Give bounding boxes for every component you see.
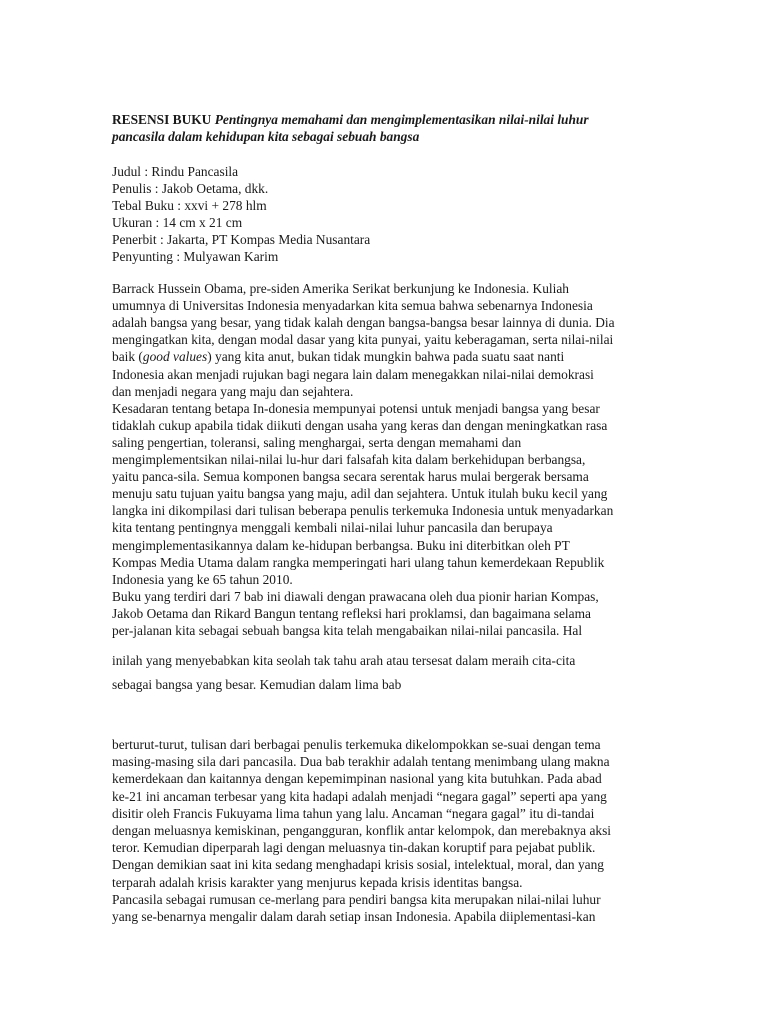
body-line: menuju satu tujuan yaitu bangsa yang maju, adil dan sejahtera. Untuk itulah buku kecil yang [112, 486, 608, 501]
body-line: baik (good values) yang kita anut, bukan tidak mungkin bahwa pada suatu saat nanti [112, 349, 565, 364]
review-title-lead: RESENSI BUKU [112, 112, 215, 127]
body-line: kemerdekaan dan kaitannya dengan kepemimpinan nasional yang kita butuhkan. Pada abad [112, 771, 602, 786]
body-line: Jakob Oetama dan Rikard Bangun tentang refleksi hari proklamsi, dan bagaimana selama [112, 606, 591, 621]
body-line: Kompas Media Utama dalam rangka memperingati hari ulang tahun kemerdekaan Republik [112, 555, 605, 570]
body-line: umumnya di Universitas Indonesia menyadarkan kita semua bahwa sebenarnya Indonesia [112, 298, 593, 313]
review-title-line-2: pancasila dalam kehidupan kita sebagai sebuah bangsa [112, 129, 420, 144]
body-line: Indonesia yang ke 65 tahun 2010. [112, 572, 293, 587]
body-line: masing-masing sila dari pancasila. Dua bab terakhir adalah tentang menimbang ulang makna [112, 754, 610, 769]
review-title-line-1 [112, 111, 672, 128]
book-info-line: Penulis : Jakob Oetama, dkk. [112, 181, 269, 196]
body-line: Dengan demikian saat ini kita sedang menghadapi krisis sosial, intelektual, moral, dan yang [112, 857, 604, 872]
body-line: mengimplementasikannya dalam ke-hidupan berbangsa. Buku ini diterbitkan oleh PT [112, 538, 570, 553]
review-title-text: Pentingnya memahami dan mengimplementasikan nilai-nilai luhur [214, 112, 589, 127]
body-line: mengingatkan kita, dengan modal dasar yang kita punyai, yaitu keberagaman, serta nilai-nilai [112, 332, 614, 347]
body-line: yang se-benarnya mengalir dalam darah setiap insan Indonesia. Apabila diiplementasi-kan [112, 909, 596, 924]
body-line: Barrack Hussein Obama, pre-siden Amerika Serikat berkunjung ke Indonesia. Kuliah [112, 281, 570, 296]
book-info-line: Tebal Buku : xxvi + 278 hlm [112, 198, 267, 213]
body-line: mengimplementsikan nilai-nilai lu-hur dari falsafah kita dalam berkehidupan berbangsa, [112, 452, 586, 467]
body-line: Kesadaran tentang betapa In-donesia mempunyai potensi untuk menjadi bangsa yang besar [112, 401, 600, 416]
body-line: berturut-turut, tulisan dari berbagai penulis terkemuka dikelompokkan se-suai dengan tema [112, 737, 601, 752]
body-line: adalah bangsa yang besar, yang tidak kalah dengan bangsa-bangsa besar lainnya di dunia. Dia [112, 315, 615, 330]
book-info-line: Penerbit : Jakarta, PT Kompas Media Nusantara [112, 232, 371, 247]
body-line: inilah yang menyebabkan kita seolah tak tahu arah atau tersesat dalam meraih cita-cita [112, 653, 576, 668]
body-line: saling pengertian, toleransi, saling menghargai, serta dengan memahami dan [112, 435, 522, 450]
body-line: Pancasila sebagai rumusan ce-merlang para pendiri bangsa kita merupakan nilai-nilai luhur [112, 892, 601, 907]
body-line: Buku yang terdiri dari 7 bab ini diawali dengan prawacana oleh dua pionir harian Kompas, [112, 589, 599, 604]
body-line: tidaklah cukup apabila tidak diikuti dengan usaha yang keras dan dengan meningkatkan rasa [112, 418, 608, 433]
body-line: dan menjadi negara yang maju dan sejahtera. [112, 384, 354, 399]
body-line: per-jalanan kita sebagai sebuah bangsa kita telah mengabaikan nilai-nilai pancasila. Hal [112, 623, 583, 638]
body-line: kita tentang pentingnya menggali kembali nilai-nilai luhur pancasila dan berupaya [112, 520, 553, 535]
body-line: disitir oleh Francis Fukuyama lima tahun yang lalu. Ancaman “negara gagal” itu di-tandai [112, 806, 595, 821]
body-line: Indonesia akan menjadi rujukan bagi negara lain dalam menegakkan nilai-nilai demokrasi [112, 367, 594, 382]
italic-term: good values [142, 349, 208, 364]
book-info-line: Penyunting : Mulyawan Karim [112, 249, 279, 264]
body-line: teror. Kemudian diperparah lagi dengan meluasnya tin-dakan koruptif para pejabat publik. [112, 840, 596, 855]
book-info-line: Ukuran : 14 cm x 21 cm [112, 215, 243, 230]
body-line: langka ini dikompilasi dari tulisan beberapa penulis terkemuka Indonesia untuk menyadarkan [112, 503, 614, 518]
body-line: terparah adalah krisis karakter yang menjurus kepada krisis identitas bangsa. [112, 875, 523, 890]
body-line: ke-21 ini ancaman terbesar yang kita hadapi adalah menjadi “negara gagal” seperti apa yang [112, 789, 607, 804]
book-info-line: Judul : Rindu Pancasila [112, 164, 239, 179]
body-line: yaitu panca-sila. Semua komponen bangsa secara serentak harus mulai bergerak bersama [112, 469, 589, 484]
body-line: dengan meluasnya kemiskinan, pengangguran, konflik antar kelompok, dan merebaknya aksi [112, 823, 612, 838]
body-line: sebagai bangsa yang besar. Kemudian dalam lima bab [112, 677, 402, 692]
